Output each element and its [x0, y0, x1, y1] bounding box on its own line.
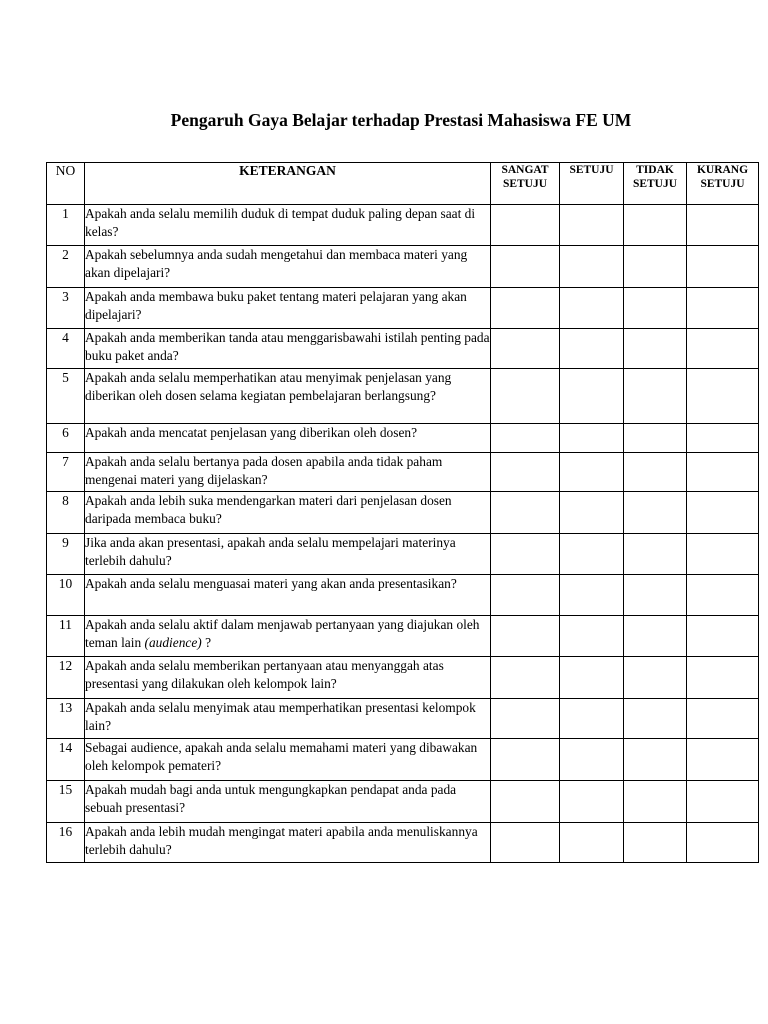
answer-cell-sangat-setuju[interactable] [491, 246, 560, 288]
answer-cell-sangat-setuju[interactable] [491, 739, 560, 781]
table-row [47, 575, 759, 616]
answer-cell-kurang-setuju[interactable] [687, 329, 759, 369]
page-title: Pengaruh Gaya Belajar terhadap Prestasi Mahasiswa FE UM [170, 110, 632, 130]
row-question: Apakah anda lebih suka mendengarkan materi dari penjelasan dosen daripada membaca buku? [85, 492, 491, 534]
header-setuju: SETUJU [560, 163, 624, 205]
answer-cell-setuju[interactable] [560, 329, 624, 369]
row-question: Apakah anda memberikan tanda atau menggarisbawahi istilah penting pada buku paket anda? [85, 329, 491, 369]
answer-cell-tidak-setuju[interactable] [624, 246, 687, 288]
answer-cell-tidak-setuju[interactable] [624, 369, 687, 424]
answer-cell-kurang-setuju[interactable] [687, 823, 759, 863]
row-number: 7 [47, 453, 85, 492]
answer-cell-tidak-setuju[interactable] [624, 288, 687, 329]
row-question: Apakah anda selalu bertanya pada dosen apabila anda tidak paham mengenai materi yang dijelaskan? [85, 453, 491, 492]
header-no: NO [47, 163, 85, 205]
answer-cell-kurang-setuju[interactable] [687, 699, 759, 739]
row-question: Apakah anda selalu memberikan pertanyaan atau menyanggah atas presentasi yang dilakukan oleh kelompok lain? [85, 657, 491, 699]
answer-cell-tidak-setuju[interactable] [624, 205, 687, 246]
table-row [47, 534, 759, 575]
table-row [47, 616, 759, 657]
answer-cell-sangat-setuju[interactable] [491, 288, 560, 329]
answer-cell-kurang-setuju[interactable] [687, 739, 759, 781]
answer-cell-tidak-setuju[interactable] [624, 699, 687, 739]
row-question: Apakah mudah bagi anda untuk mengungkapkan pendapat anda pada sebuah presentasi? [85, 781, 491, 823]
answer-cell-kurang-setuju[interactable] [687, 534, 759, 575]
answer-cell-setuju[interactable] [560, 205, 624, 246]
row-question: Jika anda akan presentasi, apakah anda selalu mempelajari materinya terlebih dahulu? [85, 534, 491, 575]
answer-cell-kurang-setuju[interactable] [687, 246, 759, 288]
answer-cell-tidak-setuju[interactable] [624, 575, 687, 616]
row-question: Apakah anda selalu memperhatikan atau menyimak penjelasan yang diberikan oleh dosen selama kegiatan pembelajaran berlangsung? [85, 369, 491, 424]
answer-cell-setuju[interactable] [560, 699, 624, 739]
answer-cell-setuju[interactable] [560, 424, 624, 453]
answer-cell-sangat-setuju[interactable] [491, 329, 560, 369]
answer-cell-setuju[interactable] [560, 616, 624, 657]
answer-cell-tidak-setuju[interactable] [624, 453, 687, 492]
question-italic-term: (audience) [144, 634, 202, 650]
answer-cell-tidak-setuju[interactable] [624, 657, 687, 699]
answer-cell-sangat-setuju[interactable] [491, 424, 560, 453]
row-number: 4 [47, 329, 85, 369]
answer-cell-setuju[interactable] [560, 575, 624, 616]
row-question: Apakah anda mencatat penjelasan yang diberikan oleh dosen? [85, 424, 491, 453]
table-row [47, 453, 759, 492]
answer-cell-kurang-setuju[interactable] [687, 575, 759, 616]
answer-cell-setuju[interactable] [560, 453, 624, 492]
answer-cell-sangat-setuju[interactable] [491, 616, 560, 657]
row-question: Apakah anda lebih mudah mengingat materi apabila anda menuliskannya terlebih dahulu? [85, 823, 491, 863]
table-row [47, 781, 759, 823]
row-number: 1 [47, 205, 85, 246]
answer-cell-setuju[interactable] [560, 534, 624, 575]
table-row [47, 657, 759, 699]
answer-cell-setuju[interactable] [560, 739, 624, 781]
answer-cell-sangat-setuju[interactable] [491, 534, 560, 575]
answer-cell-setuju[interactable] [560, 369, 624, 424]
row-number: 5 [47, 369, 85, 424]
answer-cell-setuju[interactable] [560, 657, 624, 699]
answer-cell-sangat-setuju[interactable] [491, 657, 560, 699]
answer-cell-setuju[interactable] [560, 246, 624, 288]
question-suffix: ? [201, 634, 212, 650]
answer-cell-sangat-setuju[interactable] [491, 699, 560, 739]
row-number: 2 [47, 246, 85, 288]
header-tidak-setuju: TIDAK SETUJU [624, 163, 687, 205]
table-row [47, 288, 759, 329]
row-question: Apakah anda membawa buku paket tentang materi pelajaran yang akan dipelajari? [85, 288, 491, 329]
answer-cell-sangat-setuju[interactable] [491, 781, 560, 823]
table-row [47, 369, 759, 424]
table-row [47, 739, 759, 781]
question-text: Apakah anda selalu aktif dalam menjawab pertanyaan yang diajukan oleh teman lain [85, 617, 480, 650]
row-number: 12 [47, 657, 85, 699]
answer-cell-setuju[interactable] [560, 492, 624, 534]
answer-cell-setuju[interactable] [560, 823, 624, 863]
answer-cell-sangat-setuju[interactable] [491, 823, 560, 863]
answer-cell-kurang-setuju[interactable] [687, 492, 759, 534]
answer-cell-tidak-setuju[interactable] [624, 424, 687, 453]
answer-cell-sangat-setuju[interactable] [491, 369, 560, 424]
row-number: 3 [47, 288, 85, 329]
answer-cell-tidak-setuju[interactable] [624, 739, 687, 781]
answer-cell-setuju[interactable] [560, 781, 624, 823]
row-number: 11 [47, 616, 85, 657]
answer-cell-kurang-setuju[interactable] [687, 453, 759, 492]
answer-cell-tidak-setuju[interactable] [624, 781, 687, 823]
answer-cell-kurang-setuju[interactable] [687, 369, 759, 424]
answer-cell-tidak-setuju[interactable] [624, 534, 687, 575]
answer-cell-sangat-setuju[interactable] [491, 453, 560, 492]
answer-cell-tidak-setuju[interactable] [624, 329, 687, 369]
answer-cell-sangat-setuju[interactable] [491, 492, 560, 534]
row-question: Apakah anda selalu memilih duduk di tempat duduk paling depan saat di kelas? [85, 205, 491, 246]
header-keterangan: KETERANGAN [85, 163, 491, 205]
row-number: 16 [47, 823, 85, 863]
table-header-row [47, 163, 759, 205]
table-row [47, 699, 759, 739]
answer-cell-sangat-setuju[interactable] [491, 205, 560, 246]
row-number: 15 [47, 781, 85, 823]
row-number: 8 [47, 492, 85, 534]
table-row [47, 424, 759, 453]
answer-cell-tidak-setuju[interactable] [624, 616, 687, 657]
answer-cell-tidak-setuju[interactable] [624, 492, 687, 534]
answer-cell-kurang-setuju[interactable] [687, 657, 759, 699]
row-question: Apakah sebelumnya anda sudah mengetahui dan membaca materi yang akan dipelajari? [85, 246, 491, 288]
table-row [47, 823, 759, 863]
header-sangat-setuju: SANGAT SETUJU [491, 163, 560, 205]
table-row [47, 246, 759, 288]
row-number: 14 [47, 739, 85, 781]
answer-cell-kurang-setuju[interactable] [687, 616, 759, 657]
row-question: Apakah anda selalu menyimak atau memperhatikan presentasi kelompok lain? [85, 699, 491, 739]
row-question: Apakah anda selalu menguasai materi yang akan anda presentasikan? [85, 575, 491, 616]
row-number: 9 [47, 534, 85, 575]
answer-cell-kurang-setuju[interactable] [687, 781, 759, 823]
answer-cell-setuju[interactable] [560, 288, 624, 329]
table-row [47, 492, 759, 534]
answer-cell-kurang-setuju[interactable] [687, 205, 759, 246]
answer-cell-kurang-setuju[interactable] [687, 424, 759, 453]
answer-cell-tidak-setuju[interactable] [624, 823, 687, 863]
table-row [47, 329, 759, 369]
answer-cell-kurang-setuju[interactable] [687, 288, 759, 329]
row-question [85, 616, 491, 657]
row-number: 13 [47, 699, 85, 739]
table-row [47, 205, 759, 246]
row-number: 6 [47, 424, 85, 453]
answer-cell-sangat-setuju[interactable] [491, 575, 560, 616]
row-number: 10 [47, 575, 85, 616]
header-kurang-setuju: KURANG SETUJU [687, 163, 759, 205]
questionnaire-table [46, 162, 759, 863]
table-body [47, 205, 759, 863]
row-question: Sebagai audience, apakah anda selalu memahami materi yang dibawakan oleh kelompok pemateri? [85, 739, 491, 781]
